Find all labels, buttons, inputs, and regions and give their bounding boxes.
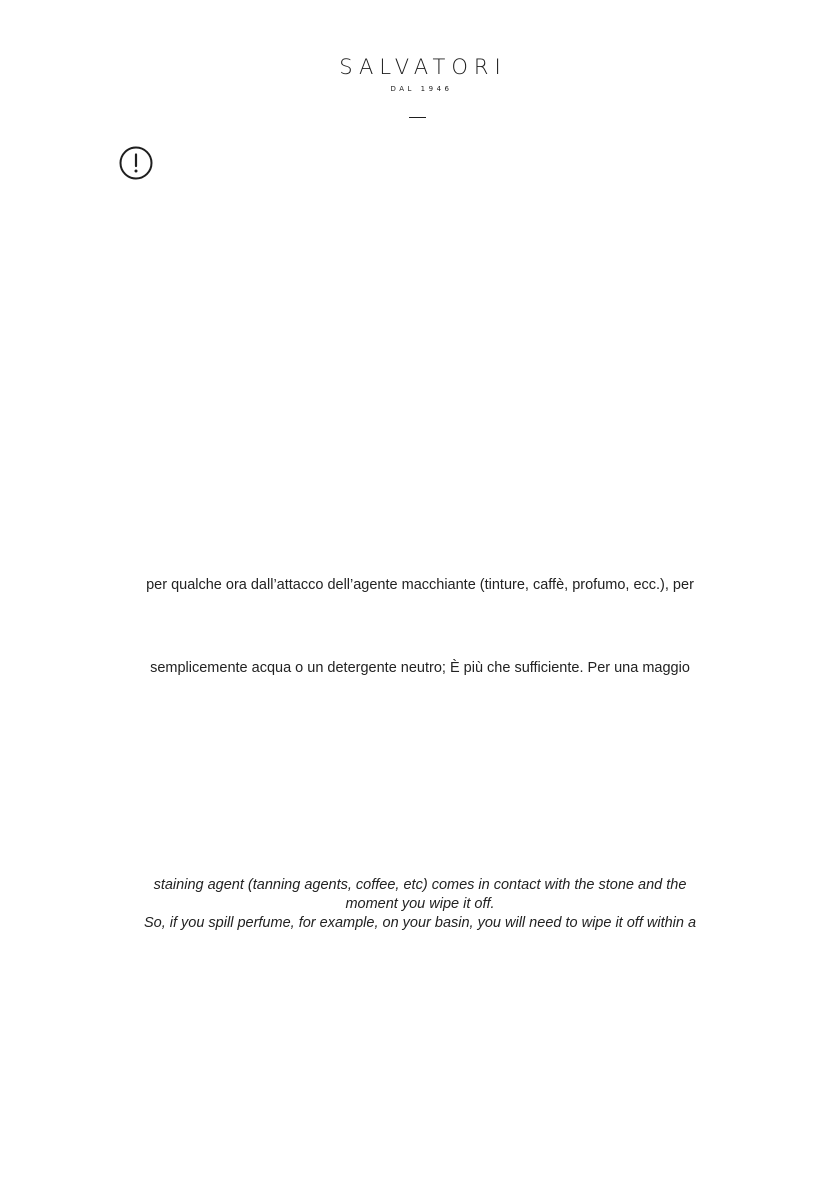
brand-logo <box>0 52 840 93</box>
brand-name: SALVATORI <box>339 55 507 79</box>
english-line-2: moment you wipe it off. <box>345 896 495 912</box>
italian-line-1: per qualche ora dall’attacco dell’agente macchiante (tinture, caffè, profumo, ecc.), per <box>146 577 694 593</box>
english-line-3: So, if you spill perfume, for example, on your basin, you will need to wipe it off within a <box>143 915 697 931</box>
header-divider <box>409 117 426 118</box>
brand-since: DAL 1946 <box>390 85 453 93</box>
english-line-1: staining agent (tanning agents, coffee, etc) comes in contact with the stone and the <box>153 877 687 893</box>
italian-line-2: semplicemente acqua o un detergente neutro; È più che sufficiente. Per una maggio <box>150 660 690 676</box>
warning-icon <box>119 146 153 180</box>
